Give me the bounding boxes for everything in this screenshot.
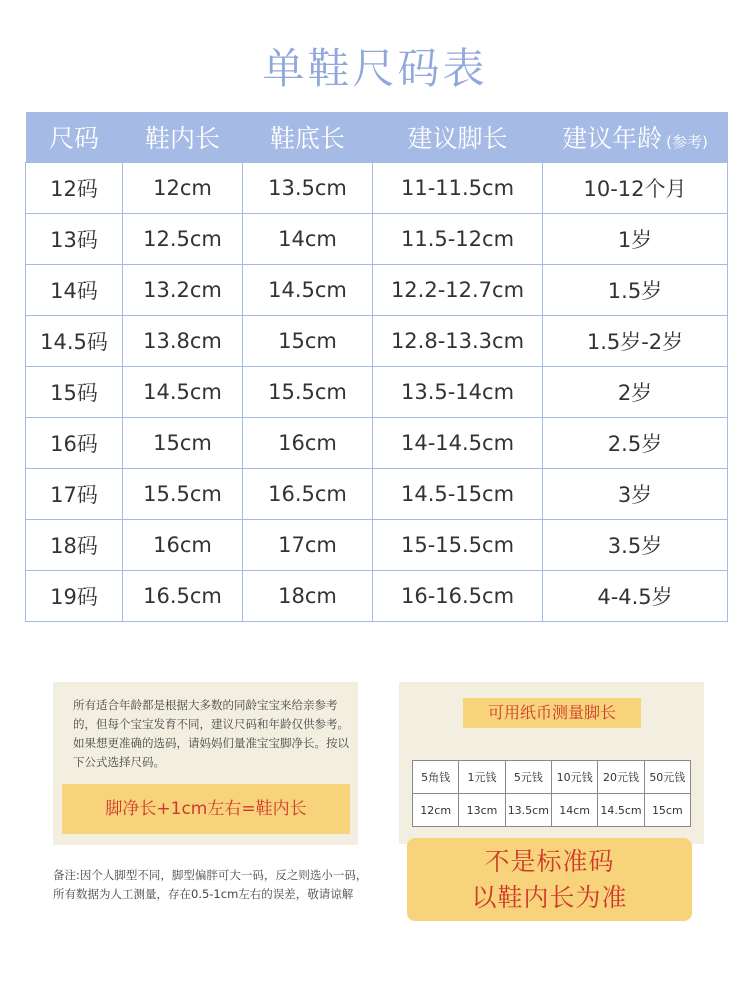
header-age-label: 建议年龄 [562, 124, 663, 153]
banknote-length: 13cm [459, 794, 505, 827]
table-row [26, 469, 728, 520]
sole-length-cell: 17cm [243, 520, 373, 571]
size-cell: 16码 [26, 418, 123, 469]
sole-length-cell: 14cm [243, 214, 373, 265]
sole-length-cell: 18cm [243, 571, 373, 622]
header-foot-length: 建议脚长 [373, 112, 543, 163]
sizing-formula: 脚净长+1cm左右=鞋内长 [62, 784, 350, 834]
size-cell: 17码 [26, 469, 123, 520]
inner-length-cell: 15.5cm [123, 469, 243, 520]
age-cell: 1.5岁 [543, 265, 728, 316]
banknote-measure-panel [399, 682, 704, 844]
sizing-note-text: 所有适合年龄都是根据大多数的同龄宝宝来给亲参考的，但每个宝宝发育不同，建议尺码和年龄仅供参考。如果想更准确的选码，请妈妈们量准宝宝脚净长。按以下公式选择尺码。 [73, 698, 349, 769]
age-cell: 2岁 [543, 367, 728, 418]
banknote-denomination: 20元钱 [598, 761, 644, 794]
table-row [26, 520, 728, 571]
header-sole-length: 鞋底长 [243, 112, 373, 163]
size-chart-header-row [26, 112, 728, 163]
sole-length-cell: 15cm [243, 316, 373, 367]
size-cell: 14码 [26, 265, 123, 316]
table-row [26, 214, 728, 265]
inner-length-cell: 12.5cm [123, 214, 243, 265]
inner-length-cell: 16.5cm [123, 571, 243, 622]
notice-line-1: 不是标准码 [484, 847, 615, 876]
sole-length-cell: 16cm [243, 418, 373, 469]
age-cell: 4-4.5岁 [543, 571, 728, 622]
inner-length-cell: 12cm [123, 163, 243, 214]
foot-length-cell: 12.8-13.3cm [373, 316, 543, 367]
header-age [543, 112, 728, 163]
foot-length-cell: 14-14.5cm [373, 418, 543, 469]
notice-line-2: 以鞋内长为准 [471, 883, 628, 912]
foot-length-cell: 15-15.5cm [373, 520, 543, 571]
remark-text: 备注:因个人脚型不同，脚型偏胖可大一码，反之则选小一码，所有数据为人工测量，存在0.5-1cm左右的误差，敬请谅解 [53, 868, 368, 901]
sole-length-cell: 14.5cm [243, 265, 373, 316]
foot-length-cell: 14.5-15cm [373, 469, 543, 520]
foot-length-cell: 16-16.5cm [373, 571, 543, 622]
inner-length-cell: 13.2cm [123, 265, 243, 316]
inner-length-cell: 14.5cm [123, 367, 243, 418]
age-cell: 1.5岁-2岁 [543, 316, 728, 367]
age-cell: 3岁 [543, 469, 728, 520]
banknote-length: 13.5cm [505, 794, 551, 827]
banknote-denomination: 10元钱 [551, 761, 597, 794]
table-row [26, 316, 728, 367]
size-cell: 14.5码 [26, 316, 123, 367]
size-cell: 15码 [26, 367, 123, 418]
age-cell: 10-12个月 [543, 163, 728, 214]
banknote-length: 14.5cm [598, 794, 644, 827]
banknote-denomination: 5角钱 [413, 761, 459, 794]
foot-length-cell: 11.5-12cm [373, 214, 543, 265]
table-row [26, 571, 728, 622]
page-title: 单鞋尺码表 [262, 44, 488, 93]
banknote-denomination: 5元钱 [505, 761, 551, 794]
table-row [26, 163, 728, 214]
banknote-length: 12cm [413, 794, 459, 827]
sizing-note-panel [53, 682, 358, 845]
sole-length-cell: 16.5cm [243, 469, 373, 520]
size-chart-table [25, 112, 728, 622]
sole-length-cell: 13.5cm [243, 163, 373, 214]
banknote-denomination: 50元钱 [644, 761, 690, 794]
foot-length-cell: 12.2-12.7cm [373, 265, 543, 316]
size-cell: 19码 [26, 571, 123, 622]
header-size: 尺码 [26, 112, 123, 163]
banknote-length: 14cm [551, 794, 597, 827]
sole-length-cell: 15.5cm [243, 367, 373, 418]
header-inner-length: 鞋内长 [123, 112, 243, 163]
inner-length-cell: 16cm [123, 520, 243, 571]
banknote-length: 15cm [644, 794, 690, 827]
table-row [26, 265, 728, 316]
header-age-note: (参考) [666, 133, 708, 151]
table-row [26, 367, 728, 418]
non-standard-size-notice [407, 838, 692, 921]
inner-length-cell: 15cm [123, 418, 243, 469]
size-cell: 12码 [26, 163, 123, 214]
foot-length-cell: 11-11.5cm [373, 163, 543, 214]
inner-length-cell: 13.8cm [123, 316, 243, 367]
table-row [26, 418, 728, 469]
banknote-measure-title: 可用纸币测量脚长 [463, 698, 641, 728]
banknote-denomination: 1元钱 [459, 761, 505, 794]
banknote-length-row [413, 794, 691, 827]
age-cell: 1岁 [543, 214, 728, 265]
age-cell: 2.5岁 [543, 418, 728, 469]
size-cell: 13码 [26, 214, 123, 265]
banknote-denomination-row [413, 761, 691, 794]
banknote-table [412, 760, 691, 827]
foot-length-cell: 13.5-14cm [373, 367, 543, 418]
age-cell: 3.5岁 [543, 520, 728, 571]
size-cell: 18码 [26, 520, 123, 571]
